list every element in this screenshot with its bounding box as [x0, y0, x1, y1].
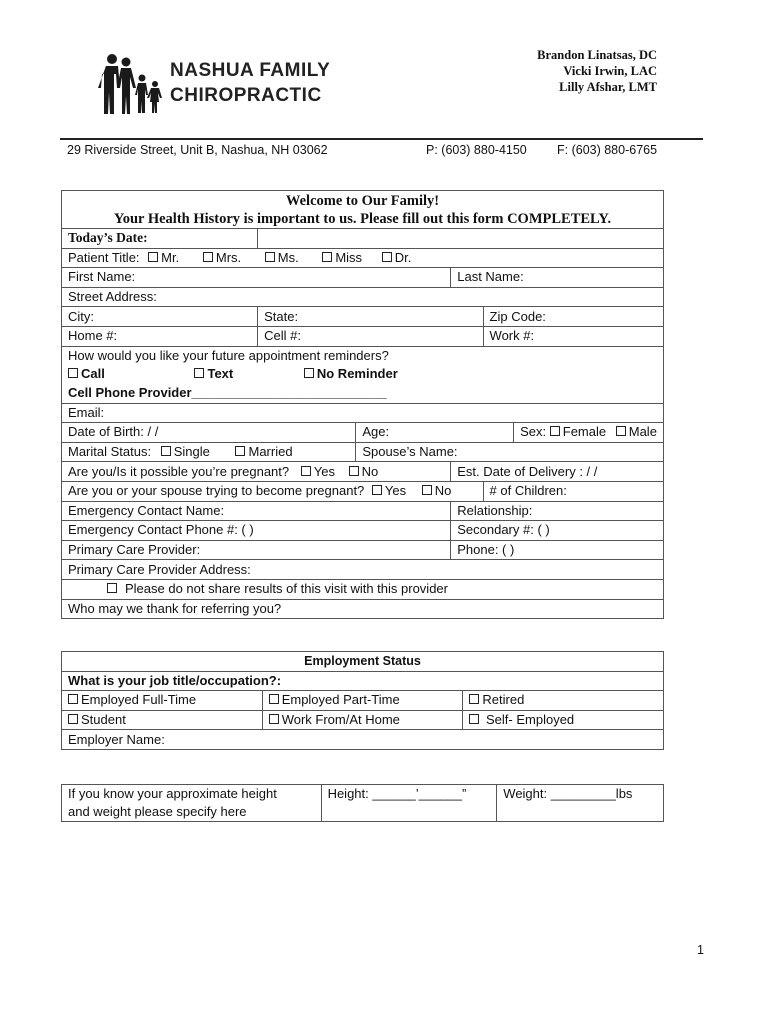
employment-option [463, 691, 664, 711]
family-silhouette-icon [98, 52, 166, 118]
trying-no-label: No [434, 483, 452, 499]
work-from-home-checkbox[interactable] [269, 714, 279, 724]
title-dr-checkbox[interactable] [382, 252, 392, 262]
job-title-field[interactable]: What is your job title/occupation?: [62, 671, 664, 691]
age-field[interactable]: Age: [356, 423, 514, 443]
sex-female-label: Female [562, 424, 607, 440]
employer-name-field[interactable]: Employer Name: [62, 730, 664, 750]
reminder-call-label: Call [81, 366, 105, 382]
work-from-home-label: Work From/At Home [281, 712, 400, 728]
pregnant-no-label: No [361, 463, 379, 479]
staff-member: Brandon Linatsas, DC [537, 48, 657, 62]
title-dr-label: Dr. [394, 249, 412, 265]
todays-date-label: Today’s Date: [62, 229, 258, 249]
employment-title: Employment Status [62, 652, 664, 672]
height-field[interactable]: Height: ______’______” [321, 785, 497, 822]
reminder-none-label: No Reminder [316, 366, 398, 382]
relationship-field[interactable]: Relationship: [451, 501, 664, 521]
pcp-field[interactable]: Primary Care Provider: [62, 540, 451, 560]
patient-title-label: Patient Title: [68, 249, 140, 265]
weight-field[interactable]: Weight: _________lbs [497, 785, 664, 822]
employed-full-time-label: Employed Full-Time [81, 692, 197, 708]
clinic-phone: P: (603) 880-4150 [426, 143, 527, 157]
employed-part-time-checkbox[interactable] [269, 694, 279, 704]
marital-status-field [62, 442, 356, 462]
measurements-table [61, 784, 664, 822]
marital-married-checkbox[interactable] [235, 446, 245, 456]
work-phone-field[interactable]: Work #: [483, 326, 663, 346]
title-mr-label: Mr. [161, 249, 180, 265]
sex-female-checkbox[interactable] [550, 426, 560, 436]
welcome-heading: Welcome to Our Family! [62, 191, 664, 211]
todays-date-input[interactable] [258, 229, 664, 249]
employment-option [463, 710, 664, 730]
pregnant-no-checkbox[interactable] [349, 466, 359, 476]
spouse-name-field[interactable]: Spouse’s Name: [356, 442, 664, 462]
employment-option [262, 710, 463, 730]
reminder-none-checkbox[interactable] [304, 368, 314, 378]
reminder-text-label: Text [207, 366, 234, 382]
clinic-fax: F: (603) 880-6765 [557, 143, 658, 157]
trying-no-checkbox[interactable] [422, 485, 432, 495]
title-mrs-checkbox[interactable] [203, 252, 213, 262]
marital-label: Marital Status: [68, 444, 152, 460]
student-label: Student [81, 712, 126, 728]
children-field[interactable]: # of Children: [483, 481, 663, 501]
measurements-prompt-line2: and weight please specify here [68, 804, 247, 819]
delivery-date-field[interactable]: Est. Date of Delivery : / / [451, 462, 664, 482]
secondary-phone-field[interactable]: Secondary #: ( ) [451, 521, 664, 541]
emergency-phone-field[interactable]: Emergency Contact Phone #: ( ) [62, 521, 451, 541]
sex-male-label: Male [628, 424, 657, 440]
pregnant-yes-checkbox[interactable] [301, 466, 311, 476]
measurements-prompt-line1: If you know your approximate height [68, 786, 277, 801]
measurements-prompt [62, 785, 322, 822]
pcp-address-field[interactable]: Primary Care Provider Address: [62, 560, 664, 580]
first-name-field[interactable]: First Name: [62, 268, 451, 288]
street-address-field[interactable]: Street Address: [62, 287, 664, 307]
emergency-name-field[interactable]: Emergency Contact Name: [62, 501, 451, 521]
city-field[interactable]: City: [62, 307, 258, 327]
no-share-checkbox[interactable] [107, 583, 117, 593]
self-employed-checkbox[interactable] [469, 714, 479, 724]
no-share-row [62, 579, 664, 599]
reminder-question: How would you like your future appointment reminders? [68, 347, 389, 363]
marital-single-checkbox[interactable] [161, 446, 171, 456]
employment-table [61, 651, 664, 750]
trying-pregnant-question [62, 481, 484, 501]
employment-option [62, 710, 263, 730]
clinic-address: 29 Riverside Street, Unit B, Nashua, NH 03062 [67, 143, 328, 157]
referral-field[interactable]: Who may we thank for referring you? [62, 599, 664, 619]
student-checkbox[interactable] [68, 714, 78, 724]
sex-male-checkbox[interactable] [616, 426, 626, 436]
pregnant-question [62, 462, 451, 482]
staff-member: Lilly Afshar, LMT [559, 80, 657, 94]
title-ms-checkbox[interactable] [265, 252, 275, 262]
zip-field[interactable]: Zip Code: [483, 307, 663, 327]
sex-label: Sex: [520, 424, 547, 440]
pcp-phone-field[interactable]: Phone: ( ) [451, 540, 664, 560]
page-number: 1 [697, 943, 704, 957]
title-mrs-label: Mrs. [215, 249, 242, 265]
pregnant-yes-label: Yes [313, 463, 335, 479]
patient-info-table [61, 190, 664, 619]
pregnant-label: Are you/Is it possible you’re pregnant? [68, 463, 290, 479]
title-miss-checkbox[interactable] [322, 252, 332, 262]
trying-label: Are you or your spouse trying to become pregnant? [68, 483, 365, 499]
title-ms-label: Ms. [277, 249, 299, 265]
employed-part-time-label: Employed Part-Time [281, 692, 400, 708]
cell-phone-field[interactable]: Cell #: [258, 326, 483, 346]
clinic-name-line1: NASHUA FAMILY [170, 60, 331, 81]
reminder-call-checkbox[interactable] [68, 368, 78, 378]
marital-single-label: Single [173, 444, 210, 460]
title-mr-checkbox[interactable] [148, 252, 158, 262]
patient-title-row [62, 248, 664, 268]
reminder-text-checkbox[interactable] [194, 368, 204, 378]
retired-checkbox[interactable] [469, 694, 479, 704]
clinic-logo [98, 52, 166, 118]
last-name-field[interactable]: Last Name: [451, 268, 664, 288]
employment-option [62, 691, 263, 711]
dob-field[interactable]: Date of Birth: / / [62, 423, 356, 443]
clinic-name-line2: CHIROPRACTIC [170, 85, 322, 106]
self-employed-label: Self- Employed [482, 712, 575, 728]
instructions-heading: Your Health History is important to us. Please fill out this form COMPLETELY. [62, 210, 664, 229]
no-share-label: Please do not share results of this visit with this provider [125, 581, 448, 597]
staff-member: Vicki Irwin, LAC [563, 64, 657, 78]
clinic-name [170, 58, 330, 108]
trying-yes-label: Yes [384, 483, 407, 499]
staff-list [537, 47, 657, 95]
cell-provider-field[interactable]: Cell Phone Provider___________________________ [68, 384, 387, 400]
home-phone-field[interactable]: Home #: [62, 326, 258, 346]
title-miss-label: Miss [335, 249, 363, 265]
reminder-preferences [62, 346, 664, 403]
employment-option [262, 691, 463, 711]
state-field[interactable]: State: [258, 307, 483, 327]
email-field[interactable]: Email: [62, 403, 664, 423]
header-divider [60, 138, 703, 140]
retired-label: Retired [482, 692, 525, 708]
marital-married-label: Married [248, 444, 293, 460]
sex-field [514, 423, 664, 443]
employed-full-time-checkbox[interactable] [68, 694, 78, 704]
trying-yes-checkbox[interactable] [372, 485, 382, 495]
